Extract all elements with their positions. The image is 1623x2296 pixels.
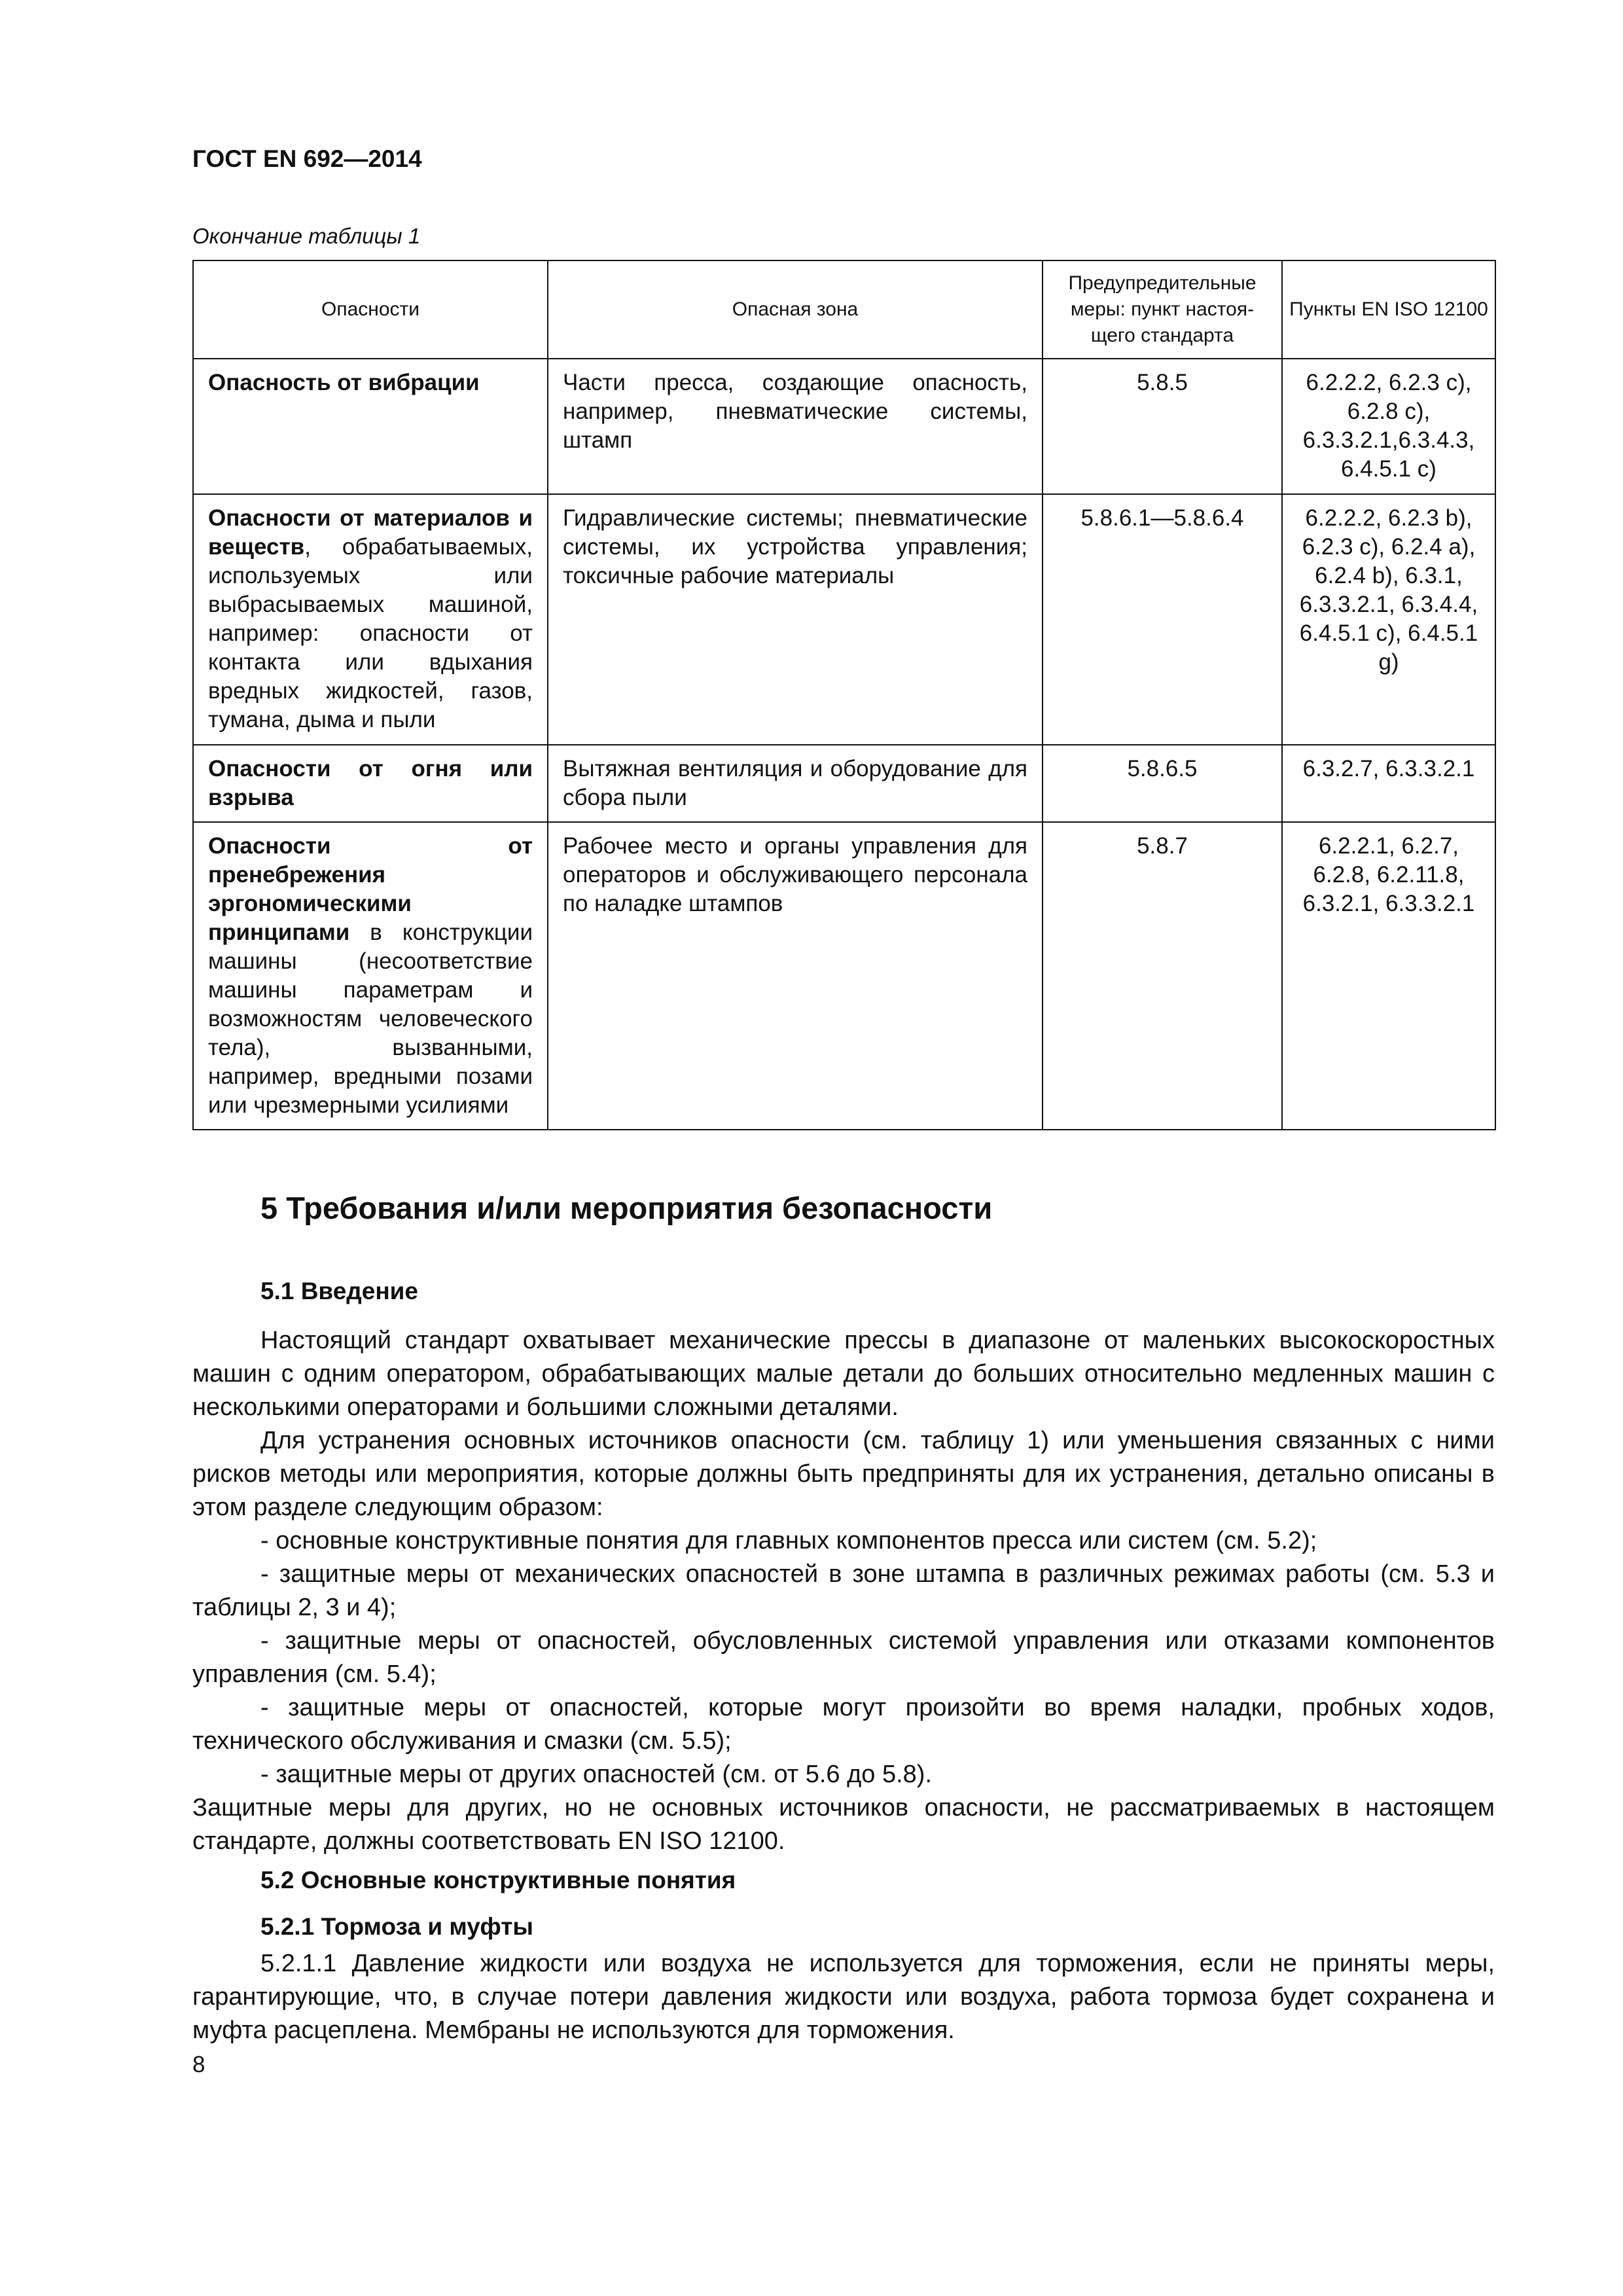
measures-cell: 5.8.6.5 [1043,745,1282,822]
col-header-zone: Опасная зона [548,260,1043,359]
hazard-name: Опасности от пренебрежения эргономическими принципами [208,833,533,945]
col-header-measures: Предупредительные меры: пункт настоя-щего стандарта [1043,260,1282,359]
section-5-1-body [192,1324,1495,1858]
section-5-1-title: 5.1 Введение [260,1278,419,1304]
zone-cell: Вытяжная вентиляция и оборудование для сбора пыли [548,745,1043,822]
list-item: - основные конструктивные понятия для главных компонентов пресса или систем (см. 5.2); [260,1527,1317,1554]
hazard-cell [193,745,548,822]
table-row [193,359,1495,494]
section-5-title: 5 Требования и/или мероприятия безопасности [260,1191,993,1225]
zone-cell: Части пресса, создающие опасность, например, пневматические системы, штамп [548,359,1043,494]
zone-cell: Гидравлические системы; пневматические системы, их устройства управления; токсичные рабочие материалы [548,494,1043,745]
col-header-hazards: Опасности [193,260,548,359]
section-5-2-1-1-body [192,1947,1495,2047]
paragraph: Защитные меры для других, но не основных источников опасности, не рассматриваемых в настоящем стандарте, должны соответствовать EN ISO 12100. [192,1794,1495,1855]
zone-cell: Рабочее место и органы управления для операторов и обслуживающего персонала по наладке штампов [548,822,1043,1130]
iso-cell: 6.2.2.2, 6.2.3 b), 6.2.3 с), 6.2.4 a), 6.2.4 b), 6.3.1, 6.3.3.2.1, 6.3.4.4, 6.4.5.1 с), 6.4.5.1 g) [1282,494,1495,745]
paragraph: 5.2.1.1 Давление жидкости или воздуха не используется для торможения, если не приняты меры, гарантирующие, что, в случае потери давления жидкости или воздуха, работа тормоза будет сохранена и муфта расцеплена. Мембраны не используются для торможения. [192,1950,1495,2044]
measures-cell: 5.8.7 [1043,822,1282,1130]
table-header-row [193,260,1495,359]
hazard-description: , обрабатываемых, используемых или выбрасываемых машиной, например: опасности от контакта или вдыхания вредных жидкостей, газов, тумана, дыма и пыли [208,534,533,732]
table-row [193,494,1495,745]
list-item: - защитные меры от других опасностей (см. от 5.6 до 5.8). [260,1761,932,1788]
paragraph: Настоящий стандарт охватывает механические прессы в диапазоне от маленьких высокоскоростных машин с одним оператором, обрабатывающих малые детали до больших относительно медленных машин с несколькими операторами и большими сложными деталями. [192,1327,1495,1421]
hazard-description: в конструкции машины (несоответствие машины параметрам и возможностям человеческого тела), вызванными, например, вредными позами или чрезмерными усилиями [208,920,533,1118]
col-header-iso: Пункты EN ISO 12100 [1282,260,1495,359]
hazard-cell [193,494,548,745]
measures-cell: 5.8.6.1—5.8.6.4 [1043,494,1282,745]
iso-cell: 6.2.2.2, 6.2.3 с), 6.2.8 с), 6.3.3.2.1,6.3.4.3, 6.4.5.1 с) [1282,359,1495,494]
table-row [193,822,1495,1130]
list-item: - защитные меры от опасностей, обусловленных системой управления или отказами компонентов управления (см. 5.4); [192,1627,1495,1688]
list-item: - защитные меры от опасностей, которые могут произойти во время наладки, пробных ходов, технического обслуживания и смазки (см. 5.5); [192,1694,1495,1755]
list-item: - защитные меры от механических опасностей в зоне штампа в различных режимах работы (см. 5.3 и таблицы 2, 3 и 4); [192,1560,1495,1621]
hazards-table [192,260,1496,1130]
hazard-name: Опасность от вибрации [208,370,480,395]
section-5-2-1-title: 5.2.1 Тормоза и муфты [260,1913,533,1940]
iso-cell: 6.2.2.1, 6.2.7, 6.2.8, 6.2.11.8, 6.3.2.1, 6.3.3.2.1 [1282,822,1495,1130]
hazard-name: Опасности от материалов и веществ [208,505,533,560]
section-5-2-title: 5.2 Основные конструктивные понятия [260,1867,736,1893]
paragraph: Для устранения основных источников опасности (см. таблицу 1) или уменьшения связанных с ними рисков методы или мероприятия, которые должны быть предприняты для их устранения, детально описаны в этом разделе следующим образом: [192,1427,1495,1521]
iso-cell: 6.3.2.7, 6.3.3.2.1 [1282,745,1495,822]
table-caption: Окончание таблицы 1 [192,224,421,248]
hazard-name: Опасности от огня или взрыва [208,756,533,810]
hazard-cell [193,822,548,1130]
document-header: ГОСТ EN 692—2014 [192,145,422,172]
measures-cell: 5.8.5 [1043,359,1282,494]
table-row [193,745,1495,822]
page-number: 8 [192,2052,205,2077]
hazard-cell [193,359,548,494]
